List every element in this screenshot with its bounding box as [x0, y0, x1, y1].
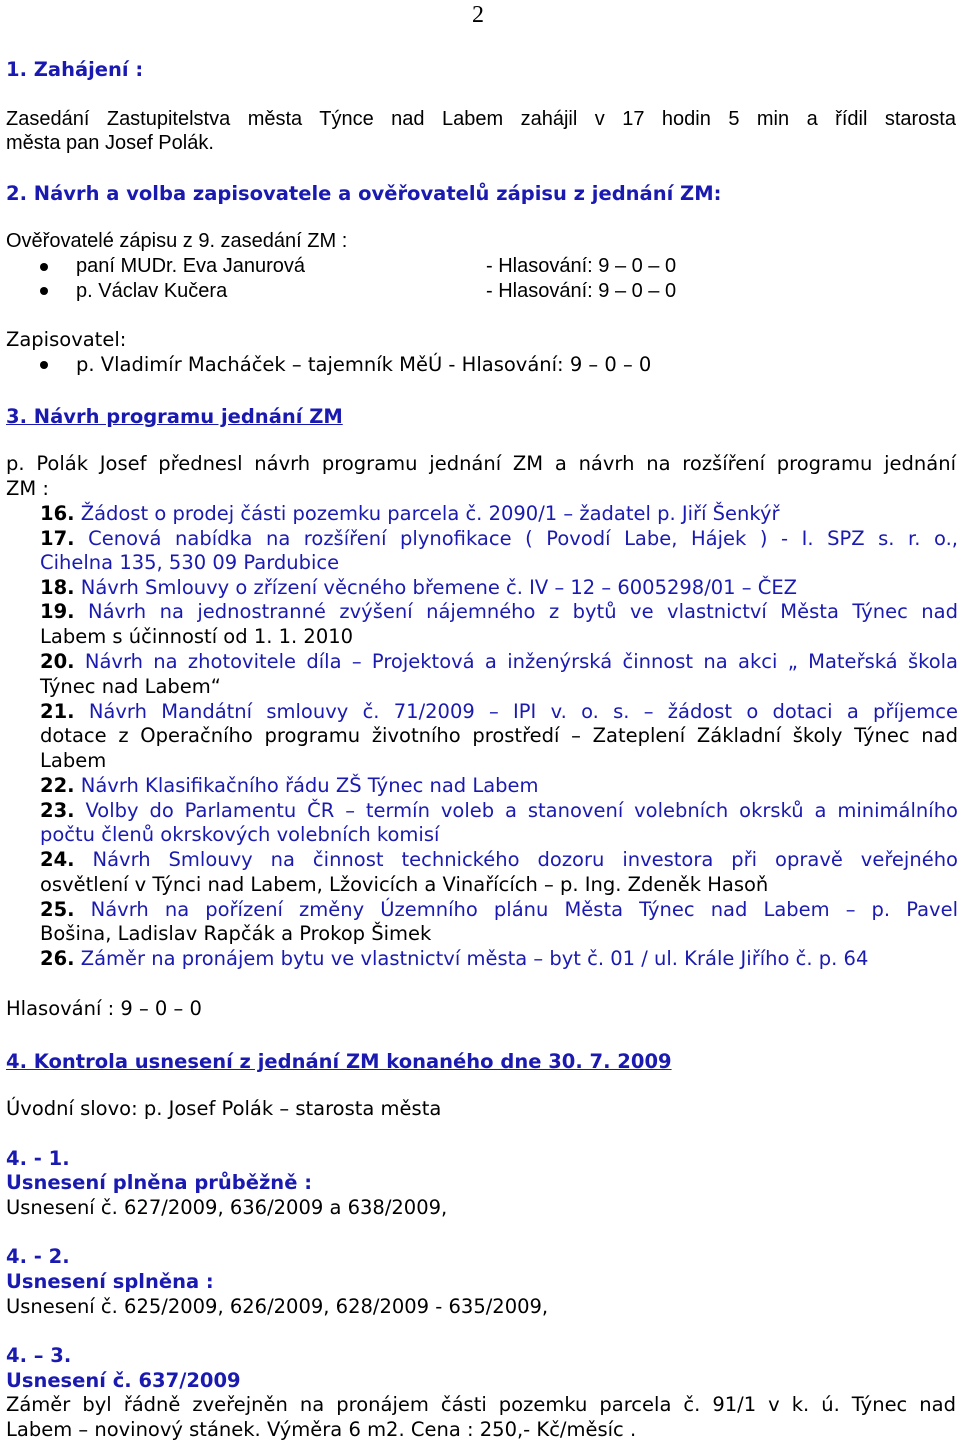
subsection-number: 4. – 3.: [6, 1344, 72, 1367]
program-item: [40, 527, 958, 551]
item-number: 26.: [40, 947, 75, 970]
item-number: 25.: [40, 898, 75, 921]
program-item: [40, 600, 958, 624]
item-text: Záměr na pronájem bytu ve vlastnictví města – byt č. 01 / ul. Krále Jiřího č. p. 64: [80, 947, 869, 970]
item-number: 23.: [40, 799, 75, 822]
section-4-intro: Úvodní slovo: p. Josef Polák – starosta města: [6, 1097, 442, 1120]
clerk-label: Zapisovatel:: [6, 328, 127, 351]
item-continuation: Labem s účinností od 1. 1. 2010: [40, 625, 354, 648]
item-continuation: Týnec nad Labem“: [40, 675, 221, 698]
item-number: 18.: [40, 576, 75, 599]
program-item: [40, 799, 958, 823]
clerk-line: p. Vladimír Macháček – tajemník MěÚ - Hlasování: 9 – 0 – 0: [76, 353, 652, 376]
subsection-number: 4. - 1.: [6, 1147, 70, 1170]
section-1-line-2: města pan Josef Polák.: [6, 132, 214, 154]
program-vote: Hlasování : 9 – 0 – 0: [6, 997, 202, 1020]
item-continuation: osvětlení v Týnci nad Labem, Lžovicích a Vinařících – p. Ing. Zdeněk Hasoň: [40, 873, 769, 896]
item-text: Volby do Parlamentu ČR – termín voleb a stanovení volebních okrsků a minimálního: [85, 799, 958, 822]
subsection-text: Záměr byl řádně zveřejněn na pronájem části pozemku parcela č. 91/1 v k. ú. Týnec nad: [6, 1393, 956, 1416]
section-3-heading: 3. Návrh programu jednání ZM: [6, 405, 343, 428]
item-text: Návrh Smlouvy na činnost technického dozoru investora při opravě veřejného: [92, 848, 958, 871]
section-2-heading: 2. Návrh a volba zapisovatele a ověřovatelů zápisu z jednání ZM:: [6, 182, 722, 205]
program-item: [40, 650, 958, 674]
item-text: Návrh Smlouvy o zřízení věcného břemene č. IV – 12 – 6005298/01 – ČEZ: [80, 576, 798, 599]
bullet-icon: [40, 263, 48, 271]
program-item: [40, 576, 797, 600]
item-text: Návrh Klasifikačního řádu ZŠ Týnec nad Labem: [80, 774, 539, 797]
item-continuation: Labem: [40, 749, 107, 772]
subsection-text: Usnesení č. 627/2009, 636/2009 a 638/2009,: [6, 1196, 448, 1219]
verifier-vote: - Hlasování: 9 – 0 – 0: [486, 255, 677, 277]
subsection-title: Usnesení splněna :: [6, 1270, 214, 1293]
program-intro-line-1: p. Polák Josef přednesl návrh programu jednání ZM a návrh na rozšíření programu jednání: [6, 452, 956, 475]
verifiers-intro: Ověřovatelé zápisu z 9. zasedání ZM :: [6, 230, 348, 252]
item-text: Návrh na pořízení změny Územního plánu Města Týnec nad Labem – p. Pavel: [90, 898, 959, 921]
item-number: 19.: [40, 600, 75, 623]
page-number: 2: [472, 2, 484, 28]
item-continuation: počtu členů okrskových volebních komisí: [40, 823, 440, 846]
item-continuation: Bošina, Ladislav Rapčák a Prokop Šimek: [40, 922, 432, 945]
subsection-number: 4. - 2.: [6, 1245, 70, 1268]
section-1-line-1: Zasedání Zastupitelstva města Týnce nad Labem zahájil v 17 hodin 5 min a řídil starosta: [6, 108, 956, 130]
item-number: 21.: [40, 700, 75, 723]
item-number: 17.: [40, 527, 75, 550]
subsection-title: Usnesení č. 637/2009: [6, 1369, 241, 1392]
item-text: Žádost o prodej části pozemku parcela č. 2090/1 – žadatel p. Jiří Šenkýř: [80, 502, 780, 525]
program-item: [40, 700, 958, 724]
item-text: Návrh Mandátní smlouvy č. 71/2009 – IPI v. o. s. – žádost o dotaci a příjemce: [88, 700, 958, 723]
bullet-icon: [40, 361, 48, 369]
program-item: [40, 848, 958, 872]
program-item: [40, 947, 868, 971]
verifier-name: p. Václav Kučera: [76, 280, 228, 302]
program-item: [40, 502, 780, 526]
item-number: 22.: [40, 774, 75, 797]
item-text: Návrh na zhotovitele díla – Projektová a inženýrská činnost na akci „ Mateřská škola: [84, 650, 958, 673]
item-number: 24.: [40, 848, 75, 871]
item-text: Cenová nabídka na rozšíření plynofikace ( Povodí Labe, Hájek ) - I. SPZ s. r. o.,: [88, 527, 958, 550]
program-item: [40, 898, 958, 922]
subsection-text: Usnesení č. 625/2009, 626/2009, 628/2009 - 635/2009,: [6, 1295, 549, 1318]
item-continuation: dotace z Operačního programu životního prostředí – Zateplení Základní školy Týnec nad: [40, 724, 958, 747]
program-intro-line-2: ZM :: [6, 477, 49, 500]
item-continuation: Cihelna 135, 530 09 Pardubice: [40, 551, 340, 574]
subsection-text: Labem – novinový stánek. Výměra 6 m2. Cena : 250,- Kč/měsíc .: [6, 1418, 637, 1441]
section-1-heading: 1. Zahájení :: [6, 58, 144, 81]
item-number: 20.: [40, 650, 75, 673]
subsection-title: Usnesení plněna průběžně :: [6, 1171, 313, 1194]
verifier-vote: - Hlasování: 9 – 0 – 0: [486, 280, 677, 302]
verifier-name: paní MUDr. Eva Janurová: [76, 255, 305, 277]
section-4-heading: 4. Kontrola usnesení z jednání ZM konaného dne 30. 7. 2009: [6, 1050, 672, 1073]
program-item: [40, 774, 539, 798]
item-text: Návrh na jednostranné zvýšení nájemného z bytů ve vlastnictví Města Týnec nad: [88, 600, 958, 623]
bullet-icon: [40, 287, 48, 295]
item-number: 16.: [40, 502, 75, 525]
